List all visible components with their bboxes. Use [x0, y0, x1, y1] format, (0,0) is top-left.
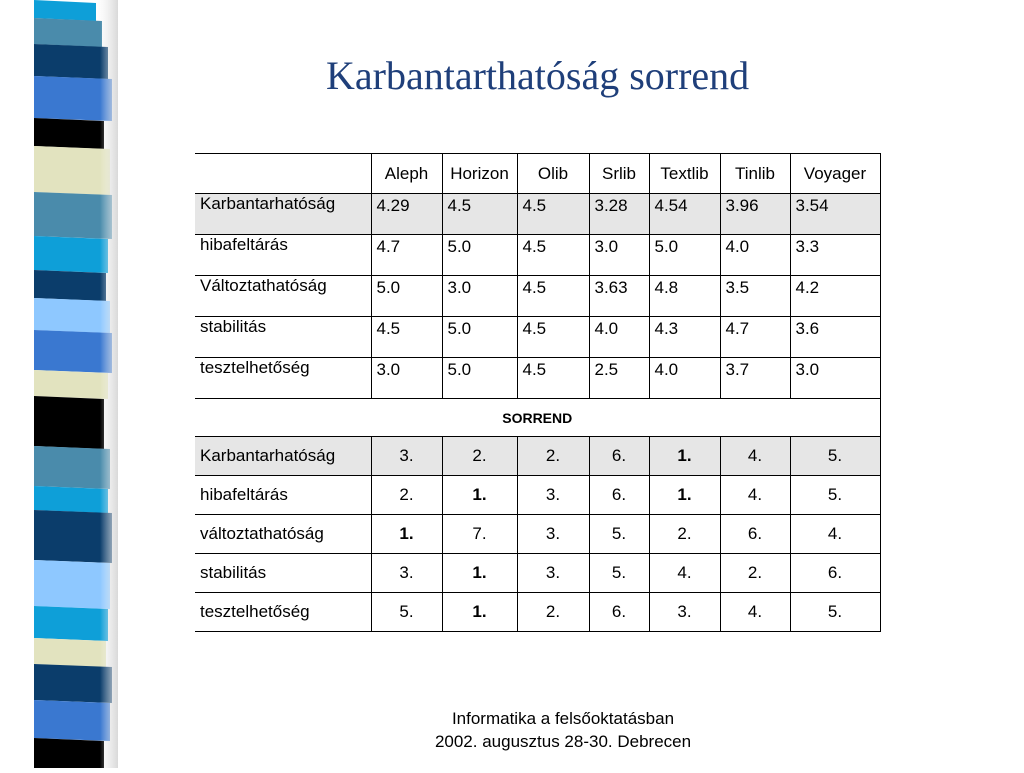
score-cell: 4.29 — [371, 194, 442, 235]
rank-cell: 3. — [517, 554, 589, 593]
rank-cell: 4. — [649, 554, 720, 593]
table-header-row — [195, 154, 880, 194]
rank-cell: 4. — [790, 515, 880, 554]
rank-cell: 3. — [371, 437, 442, 476]
maintainability-table — [195, 153, 881, 632]
stripe-segment — [34, 18, 102, 47]
column-header: Tinlib — [720, 154, 790, 194]
score-cell: 5.0 — [442, 235, 517, 276]
score-cell: 3.5 — [720, 276, 790, 317]
score-cell: 4.0 — [589, 317, 649, 358]
rank-cell: 5. — [790, 437, 880, 476]
rank-cell: 2. — [442, 437, 517, 476]
section-label-row — [195, 399, 880, 437]
rank-cell: 1. — [371, 515, 442, 554]
stripe-segment — [34, 0, 96, 21]
row-label: tesztelhetőség — [195, 593, 371, 632]
row-label: hibafeltárás — [195, 235, 371, 276]
score-cell: 4.5 — [517, 358, 589, 399]
rank-cell: 5. — [589, 515, 649, 554]
row-label: hibafeltárás — [195, 476, 371, 515]
rank-cell: 6. — [589, 593, 649, 632]
column-header: Aleph — [371, 154, 442, 194]
score-row — [195, 194, 880, 235]
rank-row — [195, 593, 880, 632]
rank-cell: 5. — [371, 593, 442, 632]
score-cell: 3.0 — [589, 235, 649, 276]
score-row — [195, 358, 880, 399]
rank-cell: 7. — [442, 515, 517, 554]
row-label: Karbantarhatóság — [195, 194, 371, 235]
rank-cell: 4. — [720, 593, 790, 632]
stripe-segment — [34, 700, 110, 741]
score-row — [195, 317, 880, 358]
section-label: SORREND — [195, 399, 880, 437]
rank-cell: 2. — [720, 554, 790, 593]
rank-cell: 3. — [517, 476, 589, 515]
score-cell: 4.7 — [371, 235, 442, 276]
column-header: Horizon — [442, 154, 517, 194]
footer-event: Informatika a felsőoktatásban — [451, 709, 675, 728]
rank-cell: 5. — [790, 593, 880, 632]
score-cell: 4.54 — [649, 194, 720, 235]
column-header: Olib — [517, 154, 589, 194]
rank-cell: 4. — [720, 437, 790, 476]
rank-row — [195, 476, 880, 515]
score-row — [195, 235, 880, 276]
score-cell: 4.5 — [517, 235, 589, 276]
score-cell: 3.3 — [790, 235, 880, 276]
row-label: stabilitás — [195, 554, 371, 593]
stripe-segment — [34, 146, 110, 195]
rank-cell: 3. — [517, 515, 589, 554]
stripe-segment — [34, 486, 108, 513]
score-cell: 5.0 — [442, 358, 517, 399]
rank-cell: 1. — [649, 437, 720, 476]
score-cell: 3.7 — [720, 358, 790, 399]
row-label: Karbantarhatóság — [195, 437, 371, 476]
stripe-segment — [34, 236, 108, 273]
score-cell: 3.0 — [790, 358, 880, 399]
rank-cell: 3. — [649, 593, 720, 632]
header-corner-cell — [195, 154, 371, 194]
score-cell: 4.5 — [442, 194, 517, 235]
stripe-pattern — [0, 0, 118, 768]
row-label: stabilitás — [195, 317, 371, 358]
rank-cell: 6. — [589, 437, 649, 476]
column-header: Srlib — [589, 154, 649, 194]
score-cell: 3.0 — [442, 276, 517, 317]
stripe-segment — [34, 370, 108, 399]
score-cell: 5.0 — [371, 276, 442, 317]
stripe-segment — [34, 270, 106, 301]
rank-cell: 4. — [720, 476, 790, 515]
rank-cell: 1. — [442, 593, 517, 632]
score-cell: 4.0 — [720, 235, 790, 276]
rank-cell: 6. — [720, 515, 790, 554]
rank-cell: 1. — [649, 476, 720, 515]
rank-cell: 2. — [517, 593, 589, 632]
score-row — [195, 276, 880, 317]
score-cell: 3.54 — [790, 194, 880, 235]
stripe-segment — [34, 298, 110, 333]
rank-cell: 3. — [371, 554, 442, 593]
rank-cell: 1. — [442, 476, 517, 515]
row-label: Változtathatóság — [195, 276, 371, 317]
rank-cell: 5. — [790, 476, 880, 515]
score-cell: 3.96 — [720, 194, 790, 235]
rank-cell: 1. — [442, 554, 517, 593]
footer-date-place: 2002. augusztus 28-30. Debrecen — [434, 732, 692, 751]
stripe-segment — [34, 738, 104, 768]
row-label: tesztelhetőség — [195, 358, 371, 399]
rank-cell: 2. — [649, 515, 720, 554]
score-cell: 4.5 — [371, 317, 442, 358]
stripe-segment — [34, 638, 106, 667]
score-cell: 4.8 — [649, 276, 720, 317]
stripe-segment — [34, 44, 108, 79]
score-cell: 5.0 — [649, 235, 720, 276]
stripe-segment — [34, 118, 104, 149]
rank-row — [195, 554, 880, 593]
stripe-segment — [34, 446, 110, 489]
stripe-segment — [34, 560, 110, 609]
slide-footer — [403, 707, 723, 753]
rank-cell: 6. — [790, 554, 880, 593]
stripe-segment — [34, 606, 108, 641]
score-cell: 4.7 — [720, 317, 790, 358]
score-cell: 3.63 — [589, 276, 649, 317]
decorative-stripe-bar — [0, 0, 118, 768]
slide-title: Karbantarthatóság sorrend — [326, 53, 750, 98]
column-header: Voyager — [790, 154, 880, 194]
score-cell: 4.5 — [517, 317, 589, 358]
column-header: Textlib — [649, 154, 720, 194]
score-cell: 3.6 — [790, 317, 880, 358]
rank-cell: 6. — [589, 476, 649, 515]
score-cell: 4.5 — [517, 194, 589, 235]
score-cell: 4.3 — [649, 317, 720, 358]
score-cell: 3.28 — [589, 194, 649, 235]
rank-row — [195, 515, 880, 554]
rank-cell: 2. — [517, 437, 589, 476]
score-cell: 4.0 — [649, 358, 720, 399]
stripe-segment — [34, 396, 104, 449]
score-cell: 3.0 — [371, 358, 442, 399]
rank-cell: 5. — [589, 554, 649, 593]
rank-cell: 2. — [371, 476, 442, 515]
row-label: változtathatóság — [195, 515, 371, 554]
score-cell: 2.5 — [589, 358, 649, 399]
score-cell: 4.2 — [790, 276, 880, 317]
rank-row — [195, 437, 880, 476]
score-cell: 4.5 — [517, 276, 589, 317]
score-cell: 5.0 — [442, 317, 517, 358]
